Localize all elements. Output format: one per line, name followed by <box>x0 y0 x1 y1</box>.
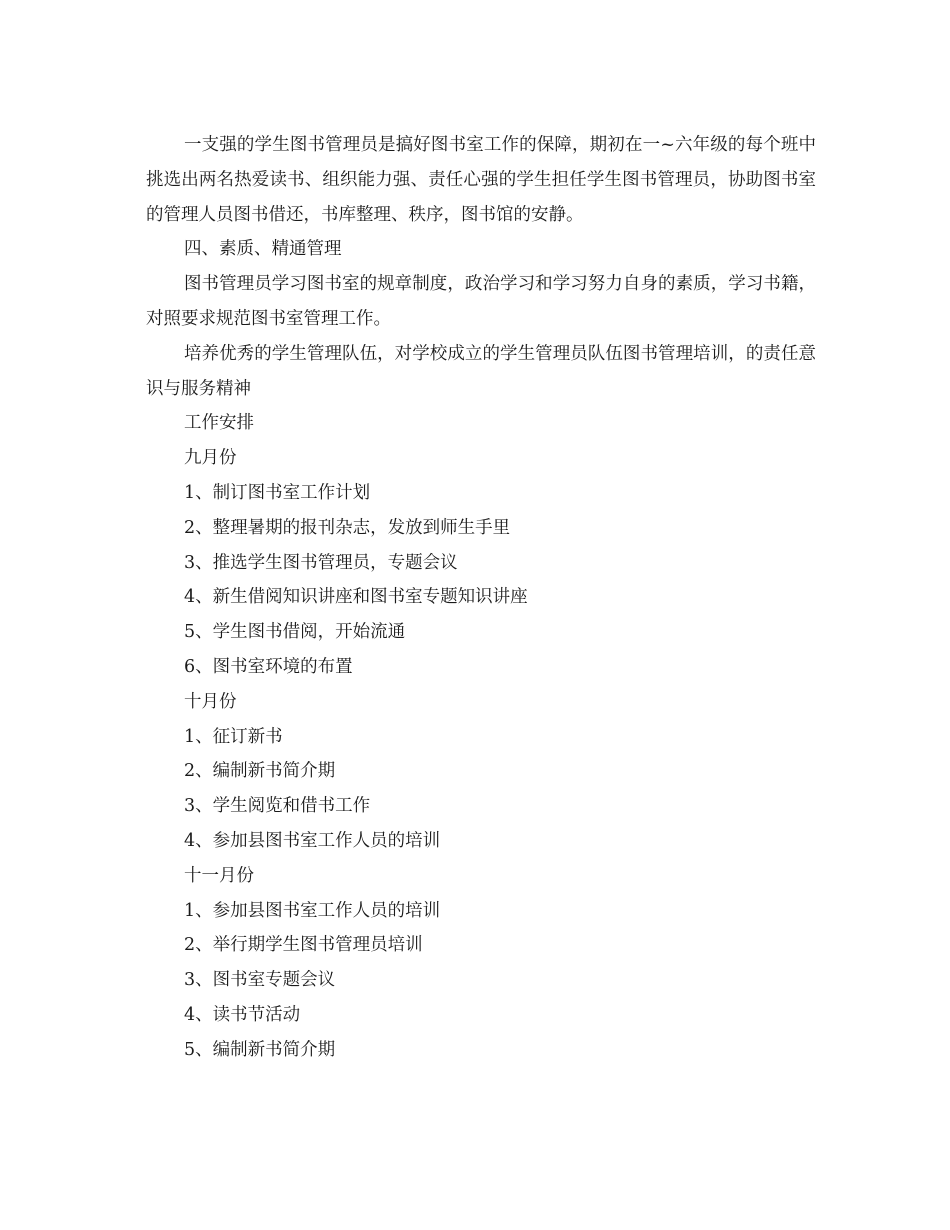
list-item: 1、参加县图书室工作人员的培训 <box>184 900 441 921</box>
list-item: 3、图书室专题会议 <box>184 970 336 991</box>
month-heading-september: 九月份 <box>184 448 237 469</box>
list-item: 2、举行期学生图书管理员培训 <box>184 935 423 956</box>
section-heading-quality-management: 四、素质、精通管理 <box>184 239 342 260</box>
document-body <box>146 128 816 1068</box>
list-item: 2、整理暑期的报刊杂志，发放到师生手里 <box>184 517 511 538</box>
list-item: 4、读书节活动 <box>184 1004 301 1025</box>
heading-work-schedule: 工作安排 <box>184 413 254 434</box>
list-item: 5、学生图书借阅，开始流通 <box>184 622 406 643</box>
list-item: 5、编制新书简介期 <box>184 1039 336 1060</box>
list-item: 3、推选学生图书管理员，专题会议 <box>184 552 458 573</box>
list-item: 1、征订新书 <box>184 726 283 747</box>
list-item: 4、参加县图书室工作人员的培训 <box>184 830 441 851</box>
month-heading-october: 十月份 <box>184 691 237 712</box>
list-item: 1、制订图书室工作计划 <box>184 482 371 503</box>
list-item: 2、编制新书简介期 <box>184 761 336 782</box>
paragraph-librarian-study: 图书管理员学习图书室的规章制度，政治学习和学习努力自身的素质，学习书籍，对照要求规范图书室管理工作。 <box>146 274 816 329</box>
paragraph-student-librarians: 一支强的学生图书管理员是搞好图书室工作的保障，期初在一~六年级的每个班中挑选出两名热爱读书、组织能力强、责任心强的学生担任学生图书管理员，协助图书室的管理人员图书借还，书库整理、秩序，图书馆的安静。 <box>146 135 816 225</box>
list-item: 6、图书室环境的布置 <box>184 656 353 677</box>
month-heading-november: 十一月份 <box>184 865 254 886</box>
list-item: 3、学生阅览和借书工作 <box>184 796 371 817</box>
paragraph-student-team-training: 培养优秀的学生管理队伍，对学校成立的学生管理员队伍图书管理培训，的责任意识与服务精神 <box>146 343 816 399</box>
list-item: 4、新生借阅知识讲座和图书室专题知识讲座 <box>184 587 528 608</box>
